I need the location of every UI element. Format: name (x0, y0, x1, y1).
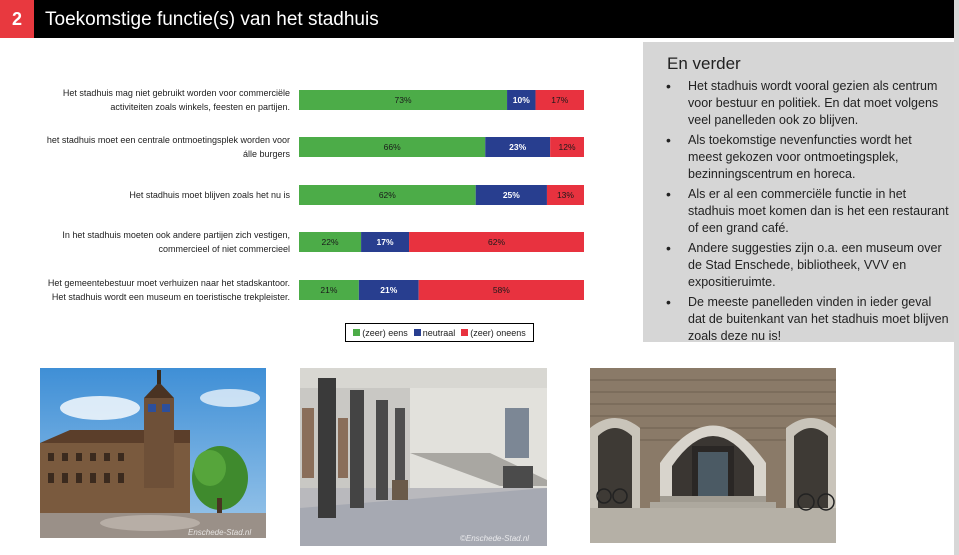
list-item: • Andere suggesties zijn o.a. een museum over de Stad Enschede, bibliotheek, VVV en expositieruimte. (663, 240, 949, 291)
stacked-bar-chart (0, 70, 640, 320)
category-label: Het stadhuis wordt een museum en toeristische trekpleister. (51, 292, 290, 302)
legend-swatch-eens (353, 329, 360, 336)
data-label: 73% (394, 95, 412, 105)
legend-item-oneens (461, 328, 526, 338)
city-hall-entrance-photo (590, 368, 836, 543)
data-label: 12% (558, 142, 576, 152)
category-label: Het stadhuis moet blijven zoals het nu is (129, 190, 290, 200)
legend-item-eens (353, 328, 408, 338)
legend-label-neutraal: neutraal (422, 327, 456, 338)
list-item: • Het stadhuis wordt vooral gezien als centrum voor bestuur en politiek. En dat moet volgens veel panelleden ook zo blijven. (663, 78, 949, 129)
list-item: • De meeste panelleden vinden in ieder geval dat de buitenkant van het stadhuis moet blijven zoals deze nu is! (663, 294, 949, 345)
category-label: Het gemeentebestuur moet verhuizen naar het stadskantoor. (47, 278, 290, 288)
legend-label-eens: (zeer) eens (362, 327, 408, 338)
category-label: álle burgers (242, 149, 290, 159)
data-label: 21% (380, 285, 398, 295)
category-label: In het stadhuis moeten ook andere partijen zich vestigen, (62, 230, 290, 240)
data-label: 23% (509, 142, 527, 152)
side-panel (643, 42, 954, 342)
data-label: 10% (512, 95, 530, 105)
data-label: 66% (383, 142, 401, 152)
list-item: • Als toekomstige nevenfuncties wordt het meest gekozen voor ontmoetingsplek, bezinningscentrum en horeca. (663, 132, 949, 183)
data-label: 21% (320, 285, 338, 295)
right-edge-shadow (954, 0, 959, 555)
side-panel-list (663, 78, 949, 348)
data-label: 17% (551, 95, 569, 105)
legend-label-oneens: (zeer) oneens (470, 327, 526, 338)
data-label: 13% (556, 190, 574, 200)
category-label: activiteiten zoals winkels, feesten en partijen. (110, 102, 290, 112)
interior-watermark: ©Enschede-Stad.nl (460, 534, 530, 543)
side-panel-title: En verder (667, 54, 741, 73)
category-label: het stadhuis moet een centrale ontmoetingsplek worden voor (46, 135, 290, 145)
legend-item-neutraal (414, 328, 456, 338)
data-label: 22% (321, 237, 339, 247)
category-label: Het stadhuis mag niet gebruikt worden voor commerciële (62, 88, 290, 98)
city-hall-interior-photo (300, 368, 547, 546)
page-title: Toekomstige functie(s) van het stadhuis (45, 9, 379, 30)
data-label: 62% (378, 190, 396, 200)
chart-legend (345, 323, 534, 342)
city-hall-exterior-photo (40, 368, 266, 538)
data-label: 17% (376, 237, 394, 247)
list-item: • Als er al een commerciële functie in het stadhuis moet komen dan is het een restaurant of een grand café. (663, 186, 949, 237)
category-label: commercieel of niet commercieel (158, 244, 290, 254)
exterior-watermark: Enschede-Stad.nl (188, 528, 252, 537)
data-label: 62% (488, 237, 506, 247)
legend-swatch-neutraal (414, 329, 421, 336)
data-label: 25% (502, 190, 520, 200)
slide-number: 2 (0, 0, 34, 38)
data-label: 58% (492, 285, 510, 295)
legend-swatch-oneens (461, 329, 468, 336)
